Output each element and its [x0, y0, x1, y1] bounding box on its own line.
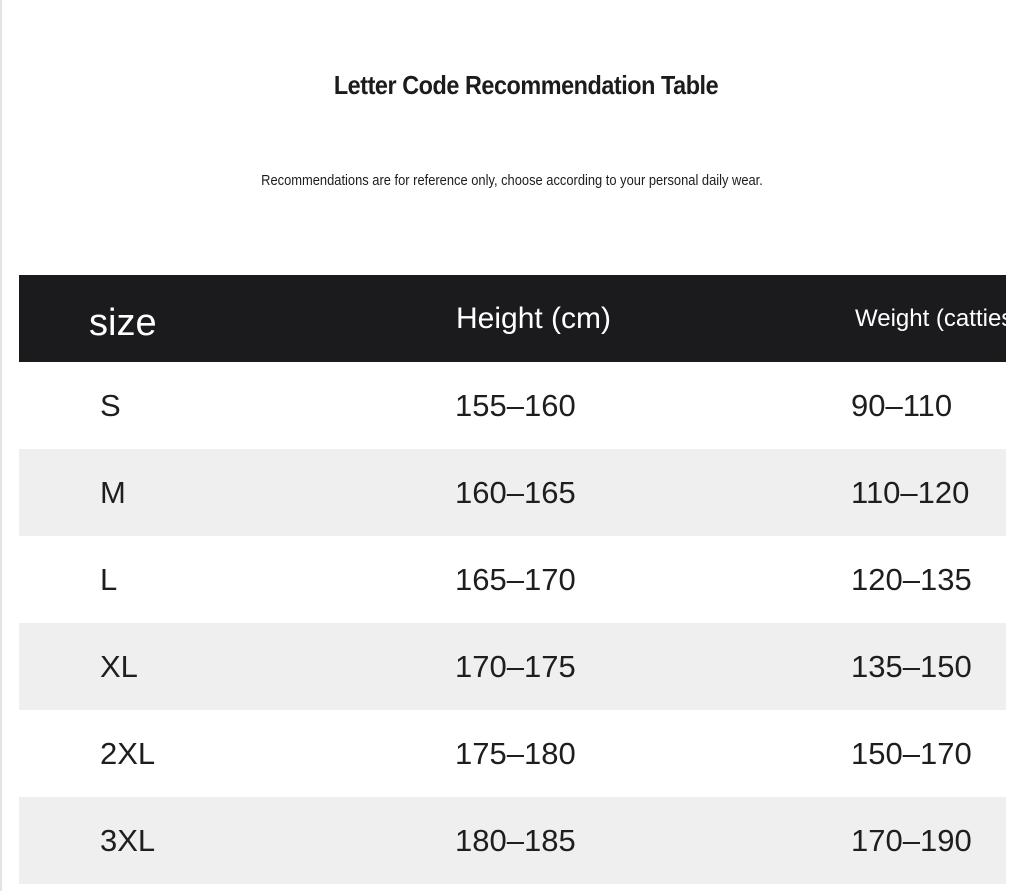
weight-value: 90–110 — [851, 387, 953, 423]
table-row — [19, 797, 1006, 884]
height-value: 175–180 — [455, 735, 576, 771]
height-value: 155–160 — [455, 387, 576, 423]
header-height — [419, 275, 811, 362]
size-recommendation-table — [19, 275, 1022, 884]
left-border-line — [0, 0, 2, 891]
weight-cell — [811, 797, 1006, 884]
size-cell — [19, 449, 419, 536]
size-value: L — [100, 561, 118, 597]
weight-value: 110–120 — [851, 474, 970, 510]
table-header-row — [19, 275, 1006, 362]
size-cell — [19, 710, 419, 797]
table-row — [19, 710, 1006, 797]
height-value: 180–185 — [455, 822, 576, 858]
size-cell — [19, 362, 419, 449]
weight-value: 170–190 — [851, 822, 972, 858]
weight-cell — [811, 623, 1006, 710]
header-height-label: Height (cm) — [456, 301, 612, 335]
header-size-label: size — [89, 302, 157, 344]
height-value: 170–175 — [455, 648, 576, 684]
height-cell — [419, 797, 811, 884]
weight-cell — [811, 710, 1006, 797]
height-value: 160–165 — [455, 474, 576, 510]
weight-value: 150–170 — [851, 735, 972, 771]
height-cell — [419, 623, 811, 710]
size-value: 2XL — [100, 735, 156, 771]
page-subtitle: Recommendations are for reference only, choose according to your personal daily wear. — [261, 172, 763, 189]
height-cell — [419, 449, 811, 536]
weight-value: 135–150 — [851, 648, 972, 684]
table-row — [19, 449, 1006, 536]
header-weight — [811, 275, 1022, 362]
weight-cell — [811, 362, 1006, 449]
size-value: M — [100, 474, 126, 510]
header-size — [19, 275, 419, 362]
weight-cell — [811, 449, 1006, 536]
page-title: Letter Code Recommendation Table — [333, 70, 719, 100]
table-row — [19, 362, 1006, 449]
table-row — [19, 623, 1006, 710]
height-value: 165–170 — [455, 561, 576, 597]
height-cell — [419, 536, 811, 623]
table-row — [19, 536, 1006, 623]
header-weight-label: Weight (catties) — [855, 304, 1022, 332]
size-cell — [19, 623, 419, 710]
size-cell — [19, 536, 419, 623]
size-cell — [19, 797, 419, 884]
size-value: S — [100, 387, 121, 423]
size-value: XL — [100, 648, 138, 684]
weight-cell — [811, 536, 1006, 623]
height-cell — [419, 710, 811, 797]
size-value: 3XL — [100, 822, 156, 858]
height-cell — [419, 362, 811, 449]
weight-value: 120–135 — [851, 561, 972, 597]
